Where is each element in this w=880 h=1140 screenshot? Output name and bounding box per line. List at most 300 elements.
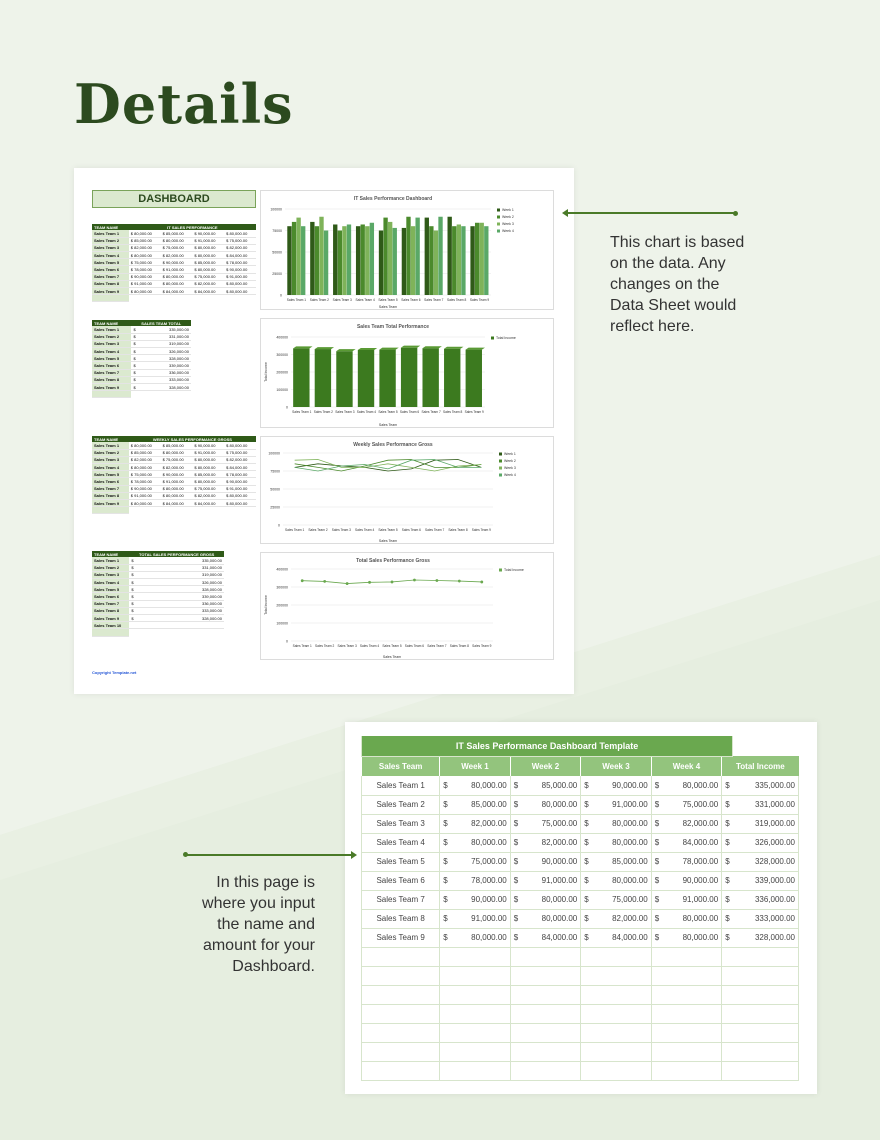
cell-empty[interactable]: [510, 947, 521, 966]
cell-empty[interactable]: [581, 1061, 592, 1080]
cell-value[interactable]: $ 85,000.00: [161, 230, 193, 237]
cell-empty[interactable]: [510, 1061, 521, 1080]
cell-value[interactable]: $ 82,000.00: [192, 280, 224, 287]
cell-amount[interactable]: 319,000.00: [733, 814, 799, 833]
cell-amount[interactable]: 335,000.00: [733, 776, 799, 795]
cell-value[interactable]: $ 80,000.00: [192, 464, 224, 471]
cell-empty[interactable]: [581, 947, 592, 966]
cell-empty[interactable]: [733, 947, 799, 966]
cell-empty[interactable]: [362, 947, 440, 966]
cell-value[interactable]: $: [131, 376, 143, 383]
cell-team-name[interactable]: Sales Team 9: [362, 928, 440, 947]
cell-value[interactable]: $ 78,000.00: [224, 259, 256, 266]
cell-amount[interactable]: 82,000.00: [451, 814, 511, 833]
cell-empty[interactable]: [521, 1061, 581, 1080]
cell-team-name[interactable]: Sales Team 4: [92, 348, 131, 355]
cell-value[interactable]: 319,000.00: [144, 340, 191, 347]
cell-amount[interactable]: 91,000.00: [451, 909, 511, 928]
cell-team-name[interactable]: Sales Team 6: [92, 593, 129, 600]
cell-amount[interactable]: 84,000.00: [662, 833, 722, 852]
cell-value[interactable]: 328,000.00: [144, 384, 191, 391]
cell-amount[interactable]: 75,000.00: [521, 814, 581, 833]
cell-team-name[interactable]: Sales Team 8: [92, 492, 129, 499]
cell-value[interactable]: $ 82,000.00: [224, 456, 256, 463]
cell-empty[interactable]: [722, 947, 733, 966]
cell-team-name[interactable]: Sales Team 3: [92, 571, 129, 578]
cell-empty[interactable]: [92, 507, 129, 514]
cell-team-name[interactable]: Sales Team 4: [92, 579, 129, 586]
cell-value[interactable]: $ 80,000.00: [192, 252, 224, 259]
cell-empty[interactable]: [362, 1023, 440, 1042]
cell-amount[interactable]: 80,000.00: [521, 795, 581, 814]
cell-value[interactable]: $: [131, 384, 143, 391]
cell-empty[interactable]: [581, 1004, 592, 1023]
cell-value[interactable]: $ 85,000.00: [192, 471, 224, 478]
cell-empty[interactable]: [733, 1042, 799, 1061]
cell-value[interactable]: $ 84,000.00: [161, 500, 193, 507]
cell-empty[interactable]: [592, 1061, 652, 1080]
cell-empty[interactable]: [510, 1004, 521, 1023]
column-header[interactable]: Week 4: [651, 756, 721, 776]
cell-team-name[interactable]: Sales Team 10: [92, 622, 129, 629]
cell-amount[interactable]: 84,000.00: [521, 928, 581, 947]
cell-value[interactable]: $ 90,000.00: [129, 485, 161, 492]
cell-empty[interactable]: [651, 985, 662, 1004]
cell-value[interactable]: $ 80,000.00: [129, 442, 161, 449]
cell-empty[interactable]: [440, 1004, 451, 1023]
cell-value[interactable]: $ 82,000.00: [161, 252, 193, 259]
cell-value[interactable]: $ 82,000.00: [129, 456, 161, 463]
cell-value[interactable]: 331,000.00: [149, 564, 224, 571]
cell-team-name[interactable]: Sales Team 9: [92, 500, 129, 507]
cell-empty[interactable]: [451, 966, 511, 985]
cell-empty[interactable]: [733, 966, 799, 985]
cell-empty[interactable]: [521, 947, 581, 966]
cell-empty[interactable]: [733, 985, 799, 1004]
cell-empty[interactable]: [362, 1004, 440, 1023]
cell-empty[interactable]: [592, 966, 652, 985]
cell-value[interactable]: $ 84,000.00: [224, 252, 256, 259]
cell-empty[interactable]: [510, 966, 521, 985]
cell-value[interactable]: $ 75,000.00: [224, 237, 256, 244]
bar: [310, 222, 314, 295]
cell-empty[interactable]: [92, 391, 131, 398]
column-header[interactable]: Total Income: [722, 756, 799, 776]
cell-empty[interactable]: [521, 985, 581, 1004]
cell-value[interactable]: $ 75,000.00: [192, 273, 224, 280]
cell-value[interactable]: $ 82,000.00: [224, 244, 256, 251]
cell-value[interactable]: $ 75,000.00: [129, 471, 161, 478]
cell-value[interactable]: $: [131, 333, 143, 340]
cell-amount[interactable]: 80,000.00: [592, 871, 652, 890]
cell-team-name[interactable]: Sales Team 2: [92, 449, 129, 456]
cell-empty[interactable]: [440, 1042, 451, 1061]
cell-value[interactable]: 339,000.00: [144, 362, 191, 369]
chart-title: Sales Team Total Performance: [356, 324, 430, 330]
cell-empty[interactable]: [662, 985, 722, 1004]
cell-value[interactable]: $ 80,000.00: [192, 456, 224, 463]
cell-empty[interactable]: [662, 947, 722, 966]
cell-value[interactable]: $ 84,000.00: [161, 288, 193, 295]
cell-empty[interactable]: [592, 1023, 652, 1042]
cell-value[interactable]: 319,000.00: [149, 571, 224, 578]
cell-team-name[interactable]: Sales Team 2: [92, 237, 129, 244]
cell-value[interactable]: 328,000.00: [144, 355, 191, 362]
cell-empty[interactable]: [651, 966, 662, 985]
cell-amount[interactable]: 85,000.00: [521, 776, 581, 795]
legend-swatch: [497, 223, 500, 226]
cell-currency: $: [440, 776, 451, 795]
bar-top: [315, 347, 334, 349]
cell-team-name[interactable]: Sales Team 6: [362, 871, 440, 890]
cell-amount[interactable]: 90,000.00: [662, 871, 722, 890]
cell-amount[interactable]: 80,000.00: [521, 890, 581, 909]
cell-value[interactable]: $ 85,000.00: [192, 259, 224, 266]
cell-value[interactable]: $ 78,000.00: [224, 471, 256, 478]
cell-value[interactable]: $: [129, 564, 149, 571]
cell-empty[interactable]: [510, 1042, 521, 1061]
cell-team-name[interactable]: Sales Team 8: [92, 607, 129, 614]
cell-empty[interactable]: [722, 1061, 733, 1080]
cell-team-name[interactable]: Sales Team 2: [92, 564, 129, 571]
cell-value[interactable]: $ 91,000.00: [192, 449, 224, 456]
cell-empty[interactable]: [521, 1042, 581, 1061]
cell-empty[interactable]: [362, 1061, 440, 1080]
cell-team-name[interactable]: Sales Team 5: [362, 852, 440, 871]
cell-team-name[interactable]: Sales Team 2: [362, 795, 440, 814]
cell-empty[interactable]: [521, 1023, 581, 1042]
cell-amount[interactable]: 82,000.00: [662, 814, 722, 833]
cell-value[interactable]: 326,000.00: [149, 579, 224, 586]
cell-empty[interactable]: [440, 966, 451, 985]
cell-value[interactable]: 335,000.00: [144, 326, 191, 333]
cell-amount[interactable]: 85,000.00: [451, 795, 511, 814]
cell-empty[interactable]: [440, 1061, 451, 1080]
cell-team-name[interactable]: Sales Team 3: [92, 340, 131, 347]
cell-value[interactable]: 326,000.00: [144, 348, 191, 355]
cell-amount[interactable]: 78,000.00: [451, 871, 511, 890]
cell-team-name[interactable]: Sales Team 5: [92, 355, 131, 362]
cell-team-name[interactable]: Sales Team 7: [92, 369, 131, 376]
cell-amount[interactable]: 80,000.00: [451, 928, 511, 947]
cell-empty[interactable]: [581, 985, 592, 1004]
cell-value[interactable]: $ 90,000.00: [224, 478, 256, 485]
cell-empty[interactable]: [722, 1004, 733, 1023]
empty-row: [362, 1061, 799, 1080]
cell-empty[interactable]: [451, 1042, 511, 1061]
cell-value[interactable]: $: [129, 615, 149, 622]
cell-value[interactable]: $ 90,000.00: [161, 471, 193, 478]
cell-value[interactable]: $ 80,000.00: [192, 478, 224, 485]
cell-empty[interactable]: [662, 1004, 722, 1023]
table-row: [362, 890, 799, 909]
column-header[interactable]: Week 2: [510, 756, 580, 776]
data-point: [413, 579, 416, 582]
cell-amount[interactable]: 80,000.00: [662, 928, 722, 947]
cell-value[interactable]: $ 85,000.00: [129, 237, 161, 244]
cell-value[interactable]: 335,000.00: [149, 557, 224, 564]
cell-value[interactable]: $ 84,000.00: [224, 464, 256, 471]
cell-value[interactable]: $ 75,000.00: [224, 449, 256, 456]
cell-empty[interactable]: [722, 1042, 733, 1061]
cell-value[interactable]: $ 80,000.00: [161, 273, 193, 280]
cell-value[interactable]: $ 91,000.00: [192, 237, 224, 244]
cell-team-name[interactable]: Sales Team 1: [92, 557, 129, 564]
cell-team-name[interactable]: Sales Team 9: [92, 384, 131, 391]
cell-team-name[interactable]: Sales Team 1: [92, 326, 131, 333]
cell-empty[interactable]: [592, 947, 652, 966]
cell-team-name[interactable]: Sales Team 4: [362, 833, 440, 852]
column-header[interactable]: Week 1: [440, 756, 510, 776]
cell-value[interactable]: $ 80,000.00: [129, 252, 161, 259]
cell-team-name[interactable]: Sales Team 1: [362, 776, 440, 795]
cell-value[interactable]: $: [129, 579, 149, 586]
cell-team-name[interactable]: Sales Team 1: [92, 442, 129, 449]
cell-empty[interactable]: [521, 966, 581, 985]
cell-value[interactable]: 333,000.00: [144, 376, 191, 383]
cell-currency: $: [510, 776, 521, 795]
cell-empty[interactable]: [662, 1061, 722, 1080]
cell-value[interactable]: $ 90,000.00: [161, 259, 193, 266]
cell-empty[interactable]: [451, 1061, 511, 1080]
cell-value[interactable]: $ 91,000.00: [129, 492, 161, 499]
cell-empty[interactable]: [440, 1023, 451, 1042]
cell-value[interactable]: $ 91,000.00: [161, 266, 193, 273]
cell-amount[interactable]: 90,000.00: [451, 890, 511, 909]
cell-value[interactable]: $ 85,000.00: [129, 449, 161, 456]
cell-amount[interactable]: 84,000.00: [592, 928, 652, 947]
column-header[interactable]: Sales Team: [362, 756, 440, 776]
cell-empty[interactable]: [733, 1023, 799, 1042]
cell-value[interactable]: $: [131, 362, 143, 369]
cell-amount[interactable]: 80,000.00: [662, 776, 722, 795]
cell-value[interactable]: $: [131, 326, 143, 333]
cell-empty[interactable]: [451, 1004, 511, 1023]
cell-value[interactable]: $: [129, 571, 149, 578]
cell-team-name[interactable]: Sales Team 6: [92, 362, 131, 369]
cell-amount[interactable]: 91,000.00: [521, 871, 581, 890]
cell-empty[interactable]: [451, 985, 511, 1004]
cell-team-name[interactable]: Sales Team 3: [92, 456, 129, 463]
cell-value[interactable]: $ 90,000.00: [129, 273, 161, 280]
cell-amount[interactable]: 78,000.00: [662, 852, 722, 871]
cell-empty[interactable]: [510, 1023, 521, 1042]
cell-empty[interactable]: [581, 1023, 592, 1042]
cell-value[interactable]: $: [129, 593, 149, 600]
cell-amount[interactable]: 331,000.00: [733, 795, 799, 814]
cell-amount[interactable]: 85,000.00: [592, 852, 652, 871]
cell-value[interactable]: $ 84,000.00: [192, 500, 224, 507]
cell-empty[interactable]: [722, 966, 733, 985]
cell-empty[interactable]: [592, 1004, 652, 1023]
cell-value[interactable]: $ 80,000.00: [161, 280, 193, 287]
cell-amount[interactable]: 328,000.00: [733, 928, 799, 947]
cell-value[interactable]: [149, 622, 224, 629]
cell-team-name[interactable]: Sales Team 6: [92, 266, 129, 273]
cell-value[interactable]: $ 82,000.00: [161, 464, 193, 471]
cell-empty[interactable]: [451, 947, 511, 966]
cell-value[interactable]: $ 84,000.00: [192, 288, 224, 295]
cell-team-name[interactable]: Sales Team 9: [92, 615, 129, 622]
cell-value[interactable]: $ 80,000.00: [129, 230, 161, 237]
cell-value[interactable]: 331,000.00: [144, 333, 191, 340]
cell-empty[interactable]: [451, 1023, 511, 1042]
cell-value[interactable]: $: [131, 348, 143, 355]
cell-value[interactable]: $: [129, 586, 149, 593]
cell-value[interactable]: $ 80,000.00: [224, 288, 256, 295]
cell-empty[interactable]: [592, 985, 652, 1004]
cell-empty[interactable]: [733, 1004, 799, 1023]
cell-value[interactable]: $ 80,000.00: [224, 500, 256, 507]
cell-value[interactable]: $: [131, 369, 143, 376]
cell-value[interactable]: $ 80,000.00: [224, 230, 256, 237]
cell-empty[interactable]: [510, 985, 521, 1004]
cell-value[interactable]: $ 80,000.00: [161, 492, 193, 499]
cell-value[interactable]: $ 80,000.00: [129, 464, 161, 471]
cell-empty[interactable]: [92, 629, 129, 636]
cell-empty[interactable]: [362, 966, 440, 985]
cell-empty[interactable]: [92, 295, 129, 302]
cell-value[interactable]: 339,000.00: [149, 593, 224, 600]
cell-empty[interactable]: [662, 966, 722, 985]
cell-empty[interactable]: [440, 985, 451, 1004]
cell-value[interactable]: $ 80,000.00: [161, 237, 193, 244]
cell-amount[interactable]: 80,000.00: [451, 776, 511, 795]
cell-value[interactable]: $ 91,000.00: [224, 273, 256, 280]
cell-team-name[interactable]: Sales Team 5: [92, 471, 129, 478]
cell-amount[interactable]: 80,000.00: [662, 909, 722, 928]
cell-value[interactable]: $ 80,000.00: [192, 244, 224, 251]
cell-empty[interactable]: [722, 1023, 733, 1042]
cell-team-name[interactable]: Sales Team 8: [92, 376, 131, 383]
cell-value[interactable]: $ 90,000.00: [192, 230, 224, 237]
cell-amount[interactable]: 91,000.00: [592, 795, 652, 814]
cell-value[interactable]: $ 82,000.00: [129, 244, 161, 251]
cell-team-name[interactable]: Sales Team 7: [362, 890, 440, 909]
cell-amount[interactable]: 80,000.00: [521, 909, 581, 928]
cell-empty[interactable]: [581, 966, 592, 985]
bar: [296, 218, 300, 295]
cell-team-name[interactable]: Sales Team 8: [362, 909, 440, 928]
cell-value[interactable]: 328,000.00: [149, 615, 224, 622]
cell-value[interactable]: 336,000.00: [149, 600, 224, 607]
cell-amount[interactable]: 90,000.00: [521, 852, 581, 871]
cell-team-name[interactable]: Sales Team 7: [92, 273, 129, 280]
cell-value[interactable]: $ 80,000.00: [129, 288, 161, 295]
cell-empty[interactable]: [521, 1004, 581, 1023]
cell-value[interactable]: $ 85,000.00: [161, 442, 193, 449]
cell-empty[interactable]: [662, 1023, 722, 1042]
cell-empty[interactable]: [362, 1042, 440, 1061]
arrow-line: [567, 212, 735, 214]
cell-team-name[interactable]: Sales Team 2: [92, 333, 131, 340]
cell-amount[interactable]: 91,000.00: [662, 890, 722, 909]
cell-amount[interactable]: 80,000.00: [451, 833, 511, 852]
cell-value[interactable]: $ 75,000.00: [192, 485, 224, 492]
cell-value[interactable]: $ 80,000.00: [161, 485, 193, 492]
cell-team-name[interactable]: Sales Team 9: [92, 288, 129, 295]
cell-empty[interactable]: [733, 1061, 799, 1080]
cell-value[interactable]: $: [131, 340, 143, 347]
cell-value[interactable]: $ 80,000.00: [224, 442, 256, 449]
cell-value[interactable]: $ 78,000.00: [129, 266, 161, 273]
cell-empty[interactable]: [651, 947, 662, 966]
cell-empty[interactable]: [651, 1023, 662, 1042]
cell-team-name[interactable]: Sales Team 5: [92, 586, 129, 593]
cell-team-name[interactable]: Sales Team 5: [92, 259, 129, 266]
cell-empty[interactable]: [651, 1061, 662, 1080]
cell-value[interactable]: $ 80,000.00: [161, 449, 193, 456]
cell-value[interactable]: $ 91,000.00: [161, 478, 193, 485]
cell-value[interactable]: $: [129, 600, 149, 607]
column-header[interactable]: Week 3: [581, 756, 651, 776]
cell-empty[interactable]: [362, 985, 440, 1004]
cell-amount[interactable]: 75,000.00: [662, 795, 722, 814]
cell-amount[interactable]: 82,000.00: [521, 833, 581, 852]
cell-value[interactable]: $: [129, 607, 149, 614]
cell-empty[interactable]: [592, 1042, 652, 1061]
cell-value[interactable]: $ 80,000.00: [192, 266, 224, 273]
cell-empty[interactable]: [440, 947, 451, 966]
cell-amount[interactable]: 339,000.00: [733, 871, 799, 890]
cell-value[interactable]: $ 75,000.00: [161, 244, 193, 251]
cell-team-name[interactable]: Sales Team 6: [92, 478, 129, 485]
cell-value[interactable]: 336,000.00: [144, 369, 191, 376]
cell-value[interactable]: $ 91,000.00: [224, 485, 256, 492]
cell-amount[interactable]: 80,000.00: [592, 833, 652, 852]
cell-value[interactable]: $: [131, 355, 143, 362]
cell-empty[interactable]: [651, 1042, 662, 1061]
cell-amount[interactable]: 336,000.00: [733, 890, 799, 909]
cell-value[interactable]: $ 80,000.00: [224, 280, 256, 287]
cell-team-name[interactable]: Sales Team 4: [92, 464, 129, 471]
cell-team-name[interactable]: Sales Team 3: [362, 814, 440, 833]
cell-amount[interactable]: 90,000.00: [592, 776, 652, 795]
cell-team-name[interactable]: Sales Team 4: [92, 252, 129, 259]
cell-value[interactable]: 328,000.00: [149, 586, 224, 593]
cell-team-name[interactable]: Sales Team 7: [92, 485, 129, 492]
cell-amount[interactable]: 328,000.00: [733, 852, 799, 871]
cell-amount[interactable]: 333,000.00: [733, 909, 799, 928]
cell-team-name[interactable]: Sales Team 1: [92, 230, 129, 237]
cell-value[interactable]: $: [129, 557, 149, 564]
cell-value[interactable]: $ 78,000.00: [129, 478, 161, 485]
cell-amount[interactable]: 75,000.00: [592, 890, 652, 909]
cell-value[interactable]: $ 90,000.00: [192, 442, 224, 449]
cell-empty[interactable]: [662, 1042, 722, 1061]
cell-amount[interactable]: 326,000.00: [733, 833, 799, 852]
cell-currency: $: [440, 852, 451, 871]
cell-value[interactable]: $ 82,000.00: [192, 492, 224, 499]
cell-team-name[interactable]: Sales Team 3: [92, 244, 129, 251]
cell-value[interactable]: $ 90,000.00: [224, 266, 256, 273]
cell-team-name[interactable]: Sales Team 8: [92, 280, 129, 287]
cell-value[interactable]: $ 80,000.00: [129, 500, 161, 507]
cell-amount[interactable]: 82,000.00: [592, 909, 652, 928]
cell-value[interactable]: $ 91,000.00: [129, 280, 161, 287]
cell-value[interactable]: [129, 622, 149, 629]
cell-value[interactable]: $ 75,000.00: [129, 259, 161, 266]
cell-amount[interactable]: 75,000.00: [451, 852, 511, 871]
cell-value[interactable]: $ 75,000.00: [161, 456, 193, 463]
cell-empty[interactable]: [651, 1004, 662, 1023]
cell-amount[interactable]: 80,000.00: [592, 814, 652, 833]
cell-empty[interactable]: [722, 985, 733, 1004]
cell-team-name[interactable]: Sales Team 7: [92, 600, 129, 607]
cell-value[interactable]: $ 80,000.00: [224, 492, 256, 499]
cell-empty[interactable]: [581, 1042, 592, 1061]
cell-value[interactable]: 333,000.00: [149, 607, 224, 614]
